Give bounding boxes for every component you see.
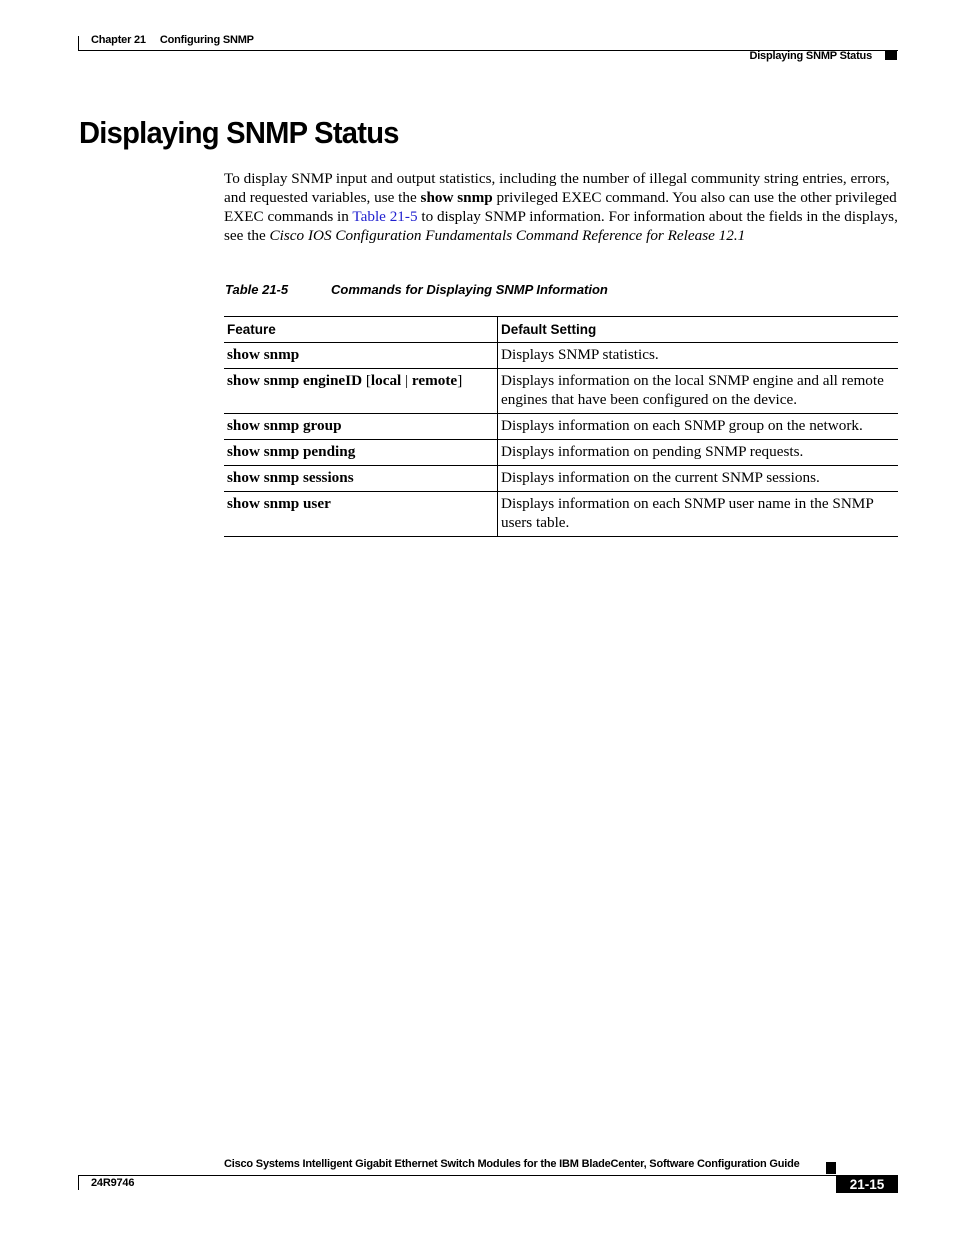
header-section-title: Displaying SNMP Status [749, 50, 872, 62]
table-header-row [224, 317, 898, 343]
footer-marker [826, 1162, 836, 1174]
feature-keyword-remote: remote [411, 372, 458, 389]
table-caption [225, 282, 608, 297]
table-row [224, 466, 898, 492]
setting-cell: Displays information on the current SNMP sessions. [498, 466, 899, 492]
setting-cell: Displays information on each SNMP group on the network. [498, 414, 899, 440]
separator: | [405, 372, 409, 389]
chapter-label: Chapter 21 [91, 34, 146, 46]
header-vertical-rule [78, 36, 79, 51]
table-title: Commands for Displaying SNMP Information [331, 282, 608, 297]
intro-text-1: To display SNMP input and output statistics, including the number of illegal community string entries, errors, and requested variables, use the [224, 170, 890, 206]
intro-paragraph [224, 169, 900, 245]
feature-command: show snmp engineID [227, 372, 363, 389]
table-row [224, 369, 898, 414]
table-row [224, 440, 898, 466]
footer-vertical-rule [78, 1175, 79, 1190]
commands-table [224, 316, 898, 537]
page-title: Displaying SNMP Status [79, 115, 399, 150]
intro-text-2: privileged EXEC command. You also can use the other privileged EXEC commands in [224, 189, 897, 225]
header-marker [885, 51, 897, 60]
page-number: 21-15 [836, 1175, 898, 1193]
feature-cell: show snmp group [224, 414, 498, 440]
feature-cell: show snmp user [224, 492, 498, 537]
feature-cell [224, 369, 498, 414]
footer-doc-number: 24R9746 [91, 1177, 135, 1189]
intro-command: show snmp [420, 189, 493, 206]
setting-cell: Displays SNMP statistics. [498, 343, 899, 369]
feature-cell: show snmp pending [224, 440, 498, 466]
table-row [224, 492, 898, 537]
intro-reference: Cisco IOS Configuration Fundamentals Command Reference for Release 12.1 [269, 227, 746, 244]
table-link[interactable]: Table 21-5 [352, 208, 418, 225]
footer-rule [78, 1175, 898, 1176]
bracket-close: ] [457, 372, 463, 389]
footer-guide-title: Cisco Systems Intelligent Gigabit Ethernet Switch Modules for the IBM BladeCenter, Software Configuration Guide [224, 1158, 800, 1170]
feature-keyword-local: local [370, 372, 402, 389]
intro-text-3: to display SNMP information. For information about the fields in the displays, see the [224, 208, 898, 244]
bracket-open: [ [365, 372, 371, 389]
feature-cell: show snmp [224, 343, 498, 369]
header-chapter [91, 34, 254, 46]
setting-cell: Displays information on each SNMP user name in the SNMP users table. [498, 492, 899, 537]
table-number: Table 21-5 [225, 282, 289, 297]
setting-cell: Displays information on the local SNMP engine and all remote engines that have been configured on the device. [498, 369, 899, 414]
chapter-title: Configuring SNMP [159, 34, 254, 46]
table-row [224, 343, 898, 369]
feature-cell: show snmp sessions [224, 466, 498, 492]
setting-cell: Displays information on pending SNMP requests. [498, 440, 899, 466]
column-header-default-setting: Default Setting [498, 317, 899, 343]
column-header-feature: Feature [224, 317, 498, 343]
table-row [224, 414, 898, 440]
